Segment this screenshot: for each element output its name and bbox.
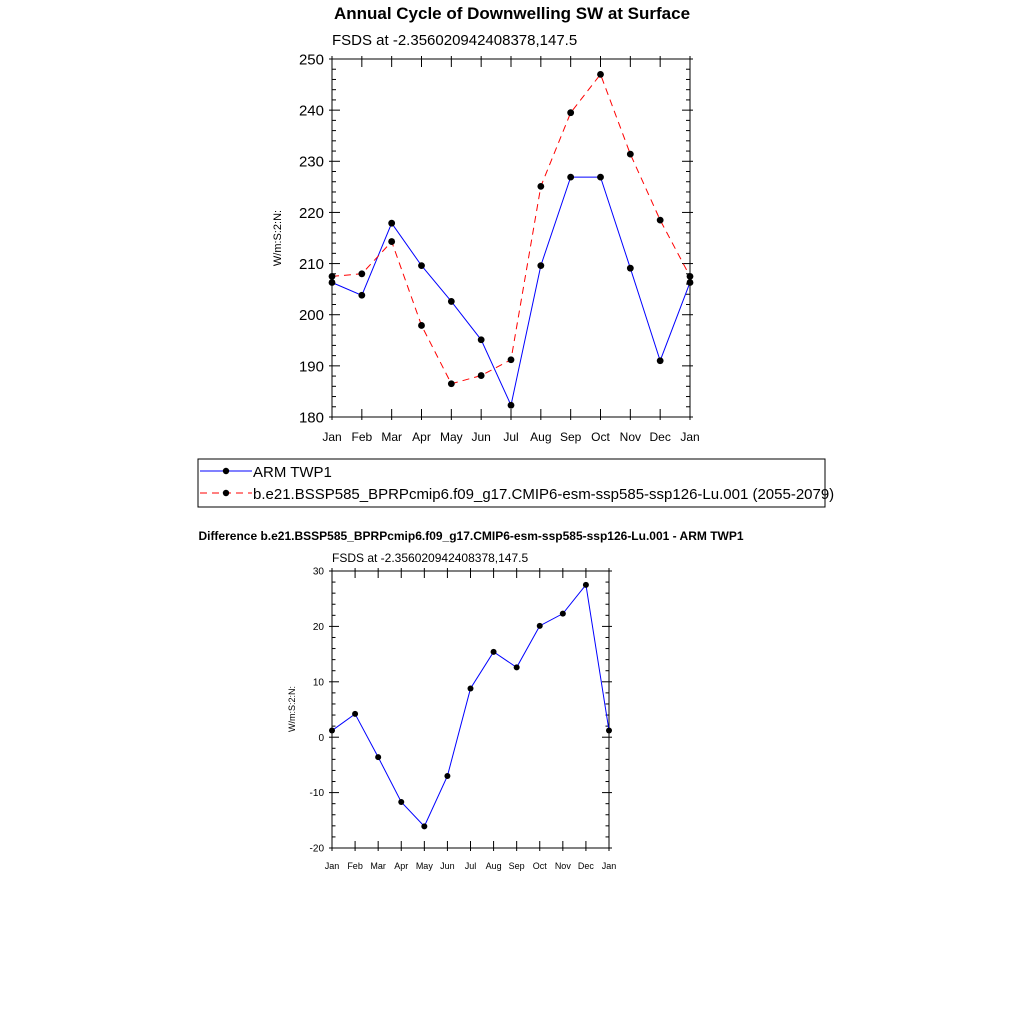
legend-label-arm: ARM TWP1 [253, 464, 332, 481]
x-tick-label: Apr [412, 430, 431, 444]
series-1-point [508, 356, 515, 363]
difference-series-0-point [352, 711, 358, 717]
difference-subtitle: FSDS at -2.356020942408378,147.5 [332, 551, 529, 565]
series-0-point [687, 279, 694, 286]
difference-x-tick-label: Mar [370, 861, 386, 871]
y-axis-label: W/m:S:2:N: [272, 209, 284, 267]
chart-title: Annual Cycle of Downwelling SW at Surface [333, 4, 691, 23]
y-tick-label: 180 [298, 409, 324, 427]
series-1-point [657, 217, 664, 224]
x-tick-label: Nov [619, 430, 642, 444]
difference-y-axis-label: W/m:S:2:N: [287, 685, 297, 733]
series-1-point [537, 183, 544, 190]
series-1-point [478, 372, 485, 379]
difference-x-tick-label: Jul [464, 861, 477, 871]
series-1-point [627, 151, 634, 158]
series-0-point [448, 298, 455, 305]
difference-y-tick-label: 0 [318, 732, 324, 744]
difference-series-0-point [329, 728, 335, 734]
series-0-point [508, 402, 515, 409]
y-tick-label: 240 [298, 102, 324, 120]
x-tick-label: Jul [503, 430, 519, 444]
y-tick-label: 220 [298, 204, 324, 222]
difference-x-tick-label: May [415, 861, 433, 871]
series-1-point [687, 273, 694, 280]
difference-y-tick-label: -10 [309, 788, 324, 800]
x-tick-label: Dec [649, 430, 671, 444]
series-1-point [567, 109, 574, 116]
series-0-point [329, 279, 336, 286]
y-tick-label: 200 [298, 307, 324, 325]
difference-y-tick-label: -20 [309, 843, 324, 855]
legend [198, 459, 834, 507]
x-tick-label: Jun [471, 430, 491, 444]
series-0-point [627, 265, 634, 272]
series-0-point [597, 174, 604, 181]
difference-series-0-point [537, 623, 543, 629]
difference-x-tick-label: Dec [577, 861, 594, 871]
series-0-point [388, 220, 395, 227]
difference-y-tick-label: 20 [312, 622, 324, 633]
series-0-point [567, 174, 574, 181]
difference-series-0-point [606, 728, 612, 734]
difference-x-tick-label: Aug [485, 861, 502, 871]
x-tick-label: Sep [559, 430, 582, 444]
series-1-point [448, 380, 455, 387]
series-0-point [478, 336, 485, 343]
x-tick-label: Mar [381, 430, 403, 444]
difference-series-0-point [398, 799, 404, 805]
difference-series-0-point [375, 754, 381, 760]
y-tick-label: 210 [298, 255, 324, 273]
difference-x-tick-label: Oct [532, 861, 547, 871]
series-1-point [418, 322, 425, 329]
x-tick-label: Aug [530, 430, 552, 444]
difference-series-0-point [444, 773, 450, 779]
difference-series-0-point [421, 823, 427, 829]
y-tick-label: 250 [298, 51, 324, 69]
difference-series-0-point [468, 685, 474, 691]
series-0-point [358, 292, 365, 299]
difference-x-tick-label: Jan [601, 861, 617, 871]
x-tick-label: Oct [591, 430, 610, 444]
difference-series-0-point [491, 649, 497, 655]
difference-y-tick-label: 30 [312, 566, 324, 578]
difference-x-tick-label: Apr [394, 861, 409, 871]
series-1-point [597, 71, 604, 78]
legend-label-model: b.e21.BSSP585_BPRPcmip6.f09_g17.CMIP6-esm-ssp585-ssp126-Lu.001 (2055-2079) [253, 486, 835, 503]
x-tick-label: Jan [322, 430, 342, 444]
difference-x-tick-label: Jan [324, 861, 340, 871]
x-tick-label: Jan [680, 430, 700, 444]
x-tick-label: Feb [351, 430, 373, 444]
series-1-point [329, 273, 336, 280]
difference-x-tick-label: Feb [347, 861, 363, 871]
chart-subtitle: FSDS at -2.356020942408378,147.5 [332, 32, 578, 49]
difference-series-0-point [560, 611, 566, 617]
difference-x-tick-label: Jun [440, 861, 455, 871]
y-tick-label: 190 [298, 358, 324, 376]
difference-series-0-point [583, 582, 589, 588]
series-1-point [358, 270, 365, 277]
difference-x-tick-label: Nov [554, 861, 571, 871]
legend-marker-arm [223, 468, 229, 474]
x-tick-label: May [439, 430, 463, 444]
legend-marker-model [223, 490, 229, 496]
difference-title: Difference b.e21.BSSP585_BPRPcmip6.f09_g17.CMIP6-esm-ssp585-ssp126-Lu.001 - ARM TWP1 [198, 529, 744, 543]
legend-entry-model [200, 486, 834, 503]
y-tick-label: 230 [298, 153, 324, 171]
series-0-point [418, 262, 425, 269]
difference-x-tick-label: Sep [508, 861, 525, 871]
series-1-point [388, 238, 395, 245]
difference-series-0-point [514, 664, 520, 670]
difference-y-tick-label: 10 [312, 677, 324, 689]
series-0-point [657, 357, 664, 364]
series-0-point [537, 262, 544, 269]
